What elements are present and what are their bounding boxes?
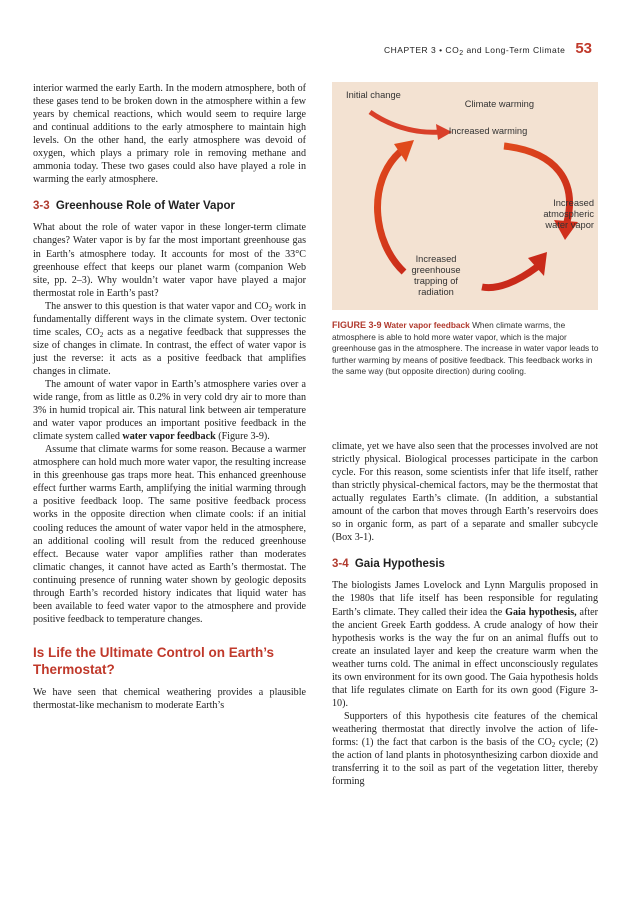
paragraph: Assume that climate warms for some reason. Because a warmer atmosphere can hold much more water vapor, the resulting increase in this greenhouse gas traps more heat. This enhanced greenhouse effect further warms Earth, amplifying the initial warming through a positive feedback loop. The same positive feedback process works in the opposite direction when climate cools: if an initial cooling reduces the amount of water vapor held in the atmosphere, an additional cooling will result from the reduced greenhouse effect. Because water vapor amplifies rather than moderates climatic changes, it cannot have acted as Earth’s thermostat. The continuing presence of running water shown by geologic deposits through Earth’s recorded history indicates that liquid water has been available to feed water vapor to the atmosphere and provide positive feedback to temperature changes.: [33, 444, 306, 625]
paragraph: interior warmed the early Earth. In the modern atmosphere, both of these gases tend to be broken down in the atmosphere within a few years by chemical reactions, which would seem to require large and continual additions to the early atmosphere to maintain high levels. On the other hand, the early atmosphere was devoid of oxygen, which plays a primary role in removing methane and ammonia today. These two gases could also have played a role in warming the early atmosphere.: [33, 83, 306, 186]
label-initial-change: Initial change: [346, 90, 401, 100]
label-climate-warming: Climate warming: [464, 99, 534, 109]
left-column: [33, 82, 306, 712]
page-number: 53: [575, 40, 592, 57]
paragraph: We have seen that chemical weathering provides a plausible thermostat-like mechanism to moderate Earth’s: [33, 686, 306, 711]
section-heading-3-3: 3-3 Greenhouse Role of Water Vapor: [33, 200, 235, 213]
paragraph: The answer to this question is that water vapor and $CO_2$ work in fundamentally different ways in the climate system. Over tectonic time scales, $CO_2$ acts as a negative feedback that suppresses the size of changes in climate. In contrast, the effect of water vapor is just the reverse: it acts as a positive feedback that amplifies changes in climate.: [33, 300, 306, 377]
chapter-subheading: Is Life the Ultimate Control on Earth’s Thermostat?: [33, 644, 275, 677]
paragraph: climate, yet we have also seen that the processes involved are not strictly physical. Biological processes participate in the carbon cycle. For this reason, some scientists infer that life itself, rather than strictly physical-chemical factors, may be the thermostat that actually regulates Earth’s climate. (In addition, a substantial amount of the carbon that moves through Earth’s reservoirs does so in organic form, as part of a separate and smaller subcycle (Box 3-1).: [332, 441, 598, 544]
right-column: [332, 440, 598, 788]
label-greenhouse-trapping: Increased greenhouse trapping of radiation: [411, 254, 461, 297]
section-heading-3-4: 3-4 Gaia Hypothesis: [332, 558, 445, 571]
label-increased-warming: Increased warming: [448, 126, 528, 136]
paragraph: Supporters of this hypothesis cite features of the chemical weathering thermostat that directly involve the action of life-forms: (1) the fact that carbon is the basis of the $CO_2$ cycle; (2) the action of land plants in photosynthesizing carbon dioxide and transferring it to the soil as part of the vegetation litter, thereby forming: [332, 710, 598, 788]
figure-caption: FIGURE 3-9 Water vapor feedback When climate warms, the atmosphere is able to hold more water vapor, which is the major greenhouse gas in the atmosphere. The increase in water vapor leads to further warming by means of positive feedback. This feedback works in the same way (but opposite direction) during cooling.: [332, 320, 599, 377]
paragraph: The biologists James Lovelock and Lynn Margulis proposed in the 1980s that life itself has been responsible for regulating Earth’s climate. They called their idea the Gaia hypothesis, after the ancient Greek Earth goddess. A crude analogy of how their hypothesis works is the way the fur on an animal fluffs out to create an insulated layer and keep the creature warm when the weather turns cold. The animal in effect unconsciously regulates its own environment for its own good. The Gaia hypothesis holds that life regulates climate on Earth for its own good (Figure 3-10).: [332, 580, 599, 709]
key-term: Gaia hypothesis,: [505, 606, 577, 618]
label-increased-water-vapor: Increased atmospheric water vapor: [543, 198, 594, 230]
running-header: [384, 40, 592, 57]
loop-arc-bottom: [482, 267, 537, 288]
figure-water-vapor-feedback: [332, 82, 598, 310]
paragraph: The amount of water vapor in Earth’s atmosphere varies over a wide range, from as little as 0.2% in very cold dry air to more than 3% in humid tropical air. This natural link between air temperature and water vapor produces an important positive feedback in the climate system called water vapor feedback (Figure 3-9).: [33, 378, 306, 443]
running-title: CHAPTER 3 • $CO_2$ and Long-Term Climate: [384, 45, 566, 57]
paragraph: What about the role of water vapor in these longer-term climate changes? Water vapor is by far the most important greenhouse gas in Earth’s atmosphere today. It accounts for most of the 33°C greenhouse effect that keeps our planet warm (companion Web site, pp. 2–3). Why wouldn’t water vapor have played a major thermostat role in Earth’s past?: [33, 222, 306, 299]
key-term: water vapor feedback: [122, 431, 216, 443]
arrow-initial-change: [370, 112, 440, 132]
